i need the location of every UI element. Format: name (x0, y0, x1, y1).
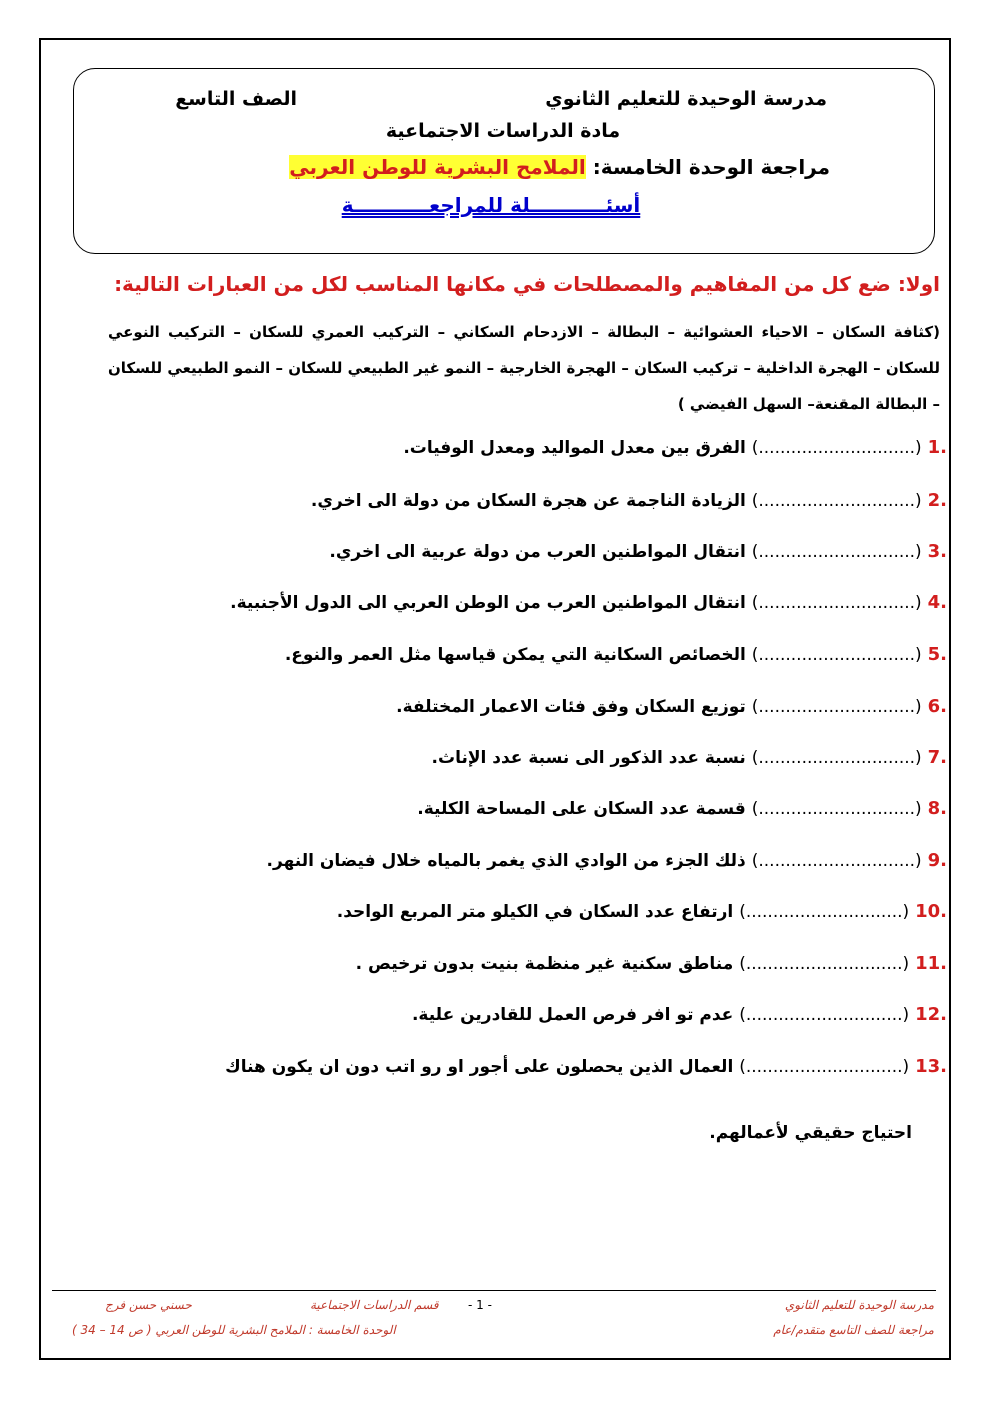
footer-review: مراجعة للصف التاسع متقدم/عام (773, 1323, 934, 1337)
subject-title: مادة الدراسات الاجتماعية (385, 120, 621, 142)
answer-blank[interactable]: (.............................) (739, 902, 910, 922)
question-text: قسمة عدد السكان على المساحة الكلية. (417, 799, 746, 819)
question-number: .12 (915, 1004, 947, 1025)
terms-list: (كثافة السكان – الاحياء العشوائية – البطالة – الازدحام السكاني – التركيب العمري للسكان – التركيب النوعي للسكان – الهجرة الداخلية – تركيب السكان – الهجرة الخارجية – النمو غير الطبيعي للسكان – النمو الطبيعي للسكان – البطالة المقنعة– السهل الفيضي ) (108, 323, 940, 413)
answer-blank[interactable]: (.............................) (751, 748, 922, 768)
question-text: ارتفاع عدد السكان في الكيلو متر المربع الواحد. (336, 902, 734, 922)
footer-teacher: حسني حسن فرج (105, 1298, 192, 1312)
question-item (412, 1004, 947, 1034)
unit-heading (289, 155, 830, 179)
answer-blank[interactable]: (.............................) (751, 851, 922, 871)
question-number: .1 (927, 437, 947, 458)
question-text: انتقال المواطنين العرب من الوطن العربي الى الدول الأجنبية. (230, 593, 746, 613)
question-text: الفرق بين معدل المواليد ومعدل الوفيات. (403, 438, 746, 458)
answer-blank[interactable]: (.............................) (751, 645, 922, 665)
question-number: .10 (915, 901, 947, 922)
question-item (311, 490, 947, 520)
answer-blank[interactable]: (.............................) (739, 1057, 910, 1077)
question-number: .5 (927, 644, 947, 665)
answer-blank[interactable]: (.............................) (751, 438, 922, 458)
answer-blank[interactable]: (.............................) (739, 1005, 910, 1025)
question-text: العمال الذين يحصلون على أجور او رو اتب دون ان يكون هناك (225, 1057, 734, 1077)
question-item (432, 747, 947, 777)
answer-blank[interactable]: (.............................) (751, 697, 922, 717)
question-text: انتقال المواطنين العرب من دولة عربية الى اخري. (329, 542, 746, 562)
grade-label: الصف التاسع (175, 88, 297, 110)
question-item (396, 696, 947, 726)
question-item (403, 437, 947, 467)
question-item (225, 1056, 947, 1086)
footer-unit: الوحدة الخامسة : الملامح البشرية للوطن العربي ( ص 14 – 34 ) (72, 1323, 396, 1337)
question-number: .8 (927, 798, 947, 819)
answer-blank[interactable]: (.............................) (751, 542, 922, 562)
school-name: مدرسة الوحيدة للتعليم الثانوي (545, 88, 827, 110)
page-number: - 1 - (468, 1298, 492, 1312)
question-text: عدم تو افر فرص العمل للقادرين علية. (411, 1005, 734, 1025)
review-title: أسئـــــــــــلة للمراجعـــــــــــة (341, 193, 641, 217)
q13-continuation: احتياج حقيقي لأعمالهم. (709, 1123, 912, 1143)
answer-blank[interactable]: (.............................) (751, 593, 922, 613)
question-text: توزيع السكان وفق فئات الاعمار المختلفة. (396, 697, 746, 717)
answer-blank[interactable]: (.............................) (739, 954, 910, 974)
question-text: مناطق سكنية غير منظمة بنيت بدون ترخيص . (355, 954, 734, 974)
question-text: الزيادة الناجمة عن هجرة السكان من دولة الى اخري. (310, 491, 746, 511)
question-number: .6 (927, 696, 947, 717)
answer-blank[interactable]: (.............................) (751, 491, 922, 511)
question-text: الخصائص السكانية التي يمكن قياسها مثل العمر والنوع. (284, 645, 746, 665)
question-item (337, 901, 947, 931)
answer-blank[interactable]: (.............................) (751, 799, 922, 819)
footer-department: قسم الدراسات الاجتماعية (310, 1298, 439, 1312)
question-number: .2 (927, 490, 947, 511)
question-text: ذلك الجزء من الوادي الذي يغمر بالمياه خلال فيضان النهر. (266, 851, 746, 871)
question-item (329, 541, 947, 571)
question-number: .11 (915, 953, 947, 974)
question-number: .13 (915, 1056, 947, 1077)
footer-divider (52, 1290, 936, 1291)
question-item (417, 798, 947, 828)
unit-prefix: مراجعة الوحدة الخامسة: (592, 155, 830, 179)
question-number: .9 (927, 850, 947, 871)
unit-title: الملامح البشرية للوطن العربي (289, 155, 586, 179)
question-number: .3 (927, 541, 947, 562)
question-item (356, 953, 947, 983)
footer-school: مدرسة الوحيدة للتعليم الثانوي (784, 1298, 934, 1312)
question-text: نسبة عدد الذكور الى نسبة عدد الإناث. (431, 748, 746, 768)
question-number: .4 (927, 592, 947, 613)
question-item (230, 592, 947, 622)
question-number: .7 (927, 747, 947, 768)
section-title: اولا: ضع كل من المفاهيم والمصطلحات في مكانها المناسب لكل من العبارات التالية: (114, 272, 940, 296)
question-item (267, 850, 947, 880)
question-item (285, 644, 947, 674)
